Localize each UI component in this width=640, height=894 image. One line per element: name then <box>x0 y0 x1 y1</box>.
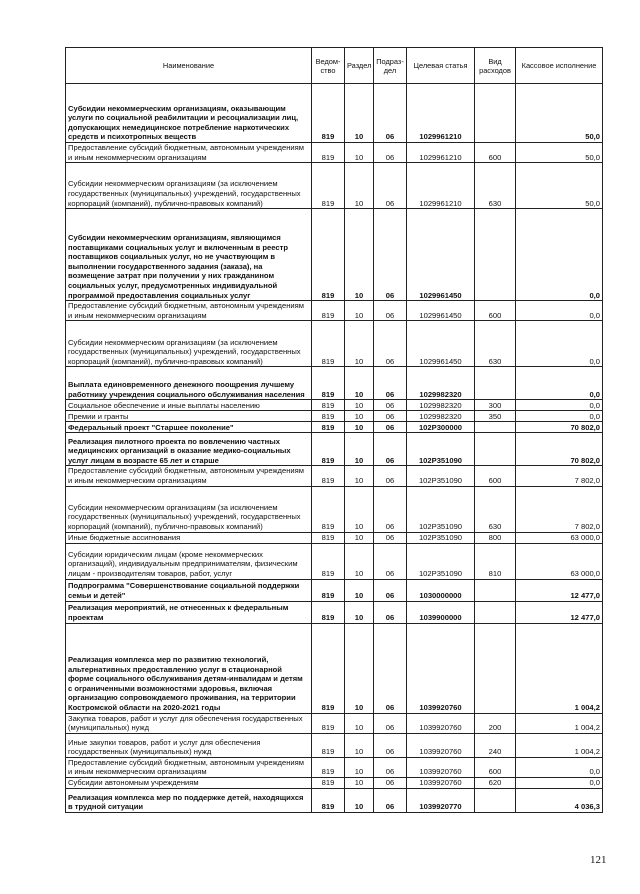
row-dept: 819 <box>312 601 345 623</box>
row-section: 10 <box>345 579 374 601</box>
row-target: 1029961450 <box>407 301 475 321</box>
row-type <box>475 601 516 623</box>
row-section: 10 <box>345 788 374 812</box>
row-target: 1029961210 <box>407 84 475 143</box>
row-dept: 819 <box>312 543 345 579</box>
row-dept: 819 <box>312 733 345 757</box>
header-amount: Кассовое исполнение <box>516 48 603 84</box>
table-row <box>66 777 603 788</box>
table-row <box>66 486 603 532</box>
row-section: 10 <box>345 143 374 163</box>
row-dept: 819 <box>312 486 345 532</box>
row-subsection: 06 <box>374 84 407 143</box>
row-target: 1039900000 <box>407 601 475 623</box>
row-target: 1039920760 <box>407 623 475 713</box>
table-row <box>66 163 603 209</box>
row-dept: 819 <box>312 321 345 367</box>
row-subsection: 06 <box>374 788 407 812</box>
row-dept: 819 <box>312 209 345 301</box>
row-section: 10 <box>345 163 374 209</box>
row-section: 10 <box>345 367 374 400</box>
row-type: 600 <box>475 143 516 163</box>
row-section: 10 <box>345 623 374 713</box>
row-target: 1029961210 <box>407 163 475 209</box>
row-section: 10 <box>345 400 374 411</box>
row-name: Социальное обеспечение и иные выплаты населению <box>66 400 312 411</box>
row-section: 10 <box>345 209 374 301</box>
table-row <box>66 733 603 757</box>
row-type: 240 <box>475 733 516 757</box>
row-type: 600 <box>475 466 516 486</box>
row-amount: 0,0 <box>516 321 603 367</box>
row-section: 10 <box>345 601 374 623</box>
row-type: 600 <box>475 301 516 321</box>
row-section: 10 <box>345 486 374 532</box>
row-type <box>475 433 516 466</box>
header-dept: Ведом-ство <box>312 48 345 84</box>
row-target: 1029961450 <box>407 209 475 301</box>
row-amount: 63 000,0 <box>516 532 603 543</box>
row-target: 1039920760 <box>407 777 475 788</box>
row-section: 10 <box>345 422 374 433</box>
row-section: 10 <box>345 543 374 579</box>
table-header-row <box>66 48 603 84</box>
table-row <box>66 466 603 486</box>
row-subsection: 06 <box>374 163 407 209</box>
table-row <box>66 757 603 777</box>
row-section: 10 <box>345 713 374 733</box>
row-amount: 70 802,0 <box>516 422 603 433</box>
row-name: Иные закупки товаров, работ и услуг для обеспечения государственных (муниципальных) нужд <box>66 733 312 757</box>
row-name: Субсидии некоммерческим организациям, являющимся поставщиками социальных услуг и включенным в реестр поставщиков социальных услуг, но не участвующим в выполнении государственного задания (заказа), на возмещение затрат при получении у них гражданином социальных услуг, предусмотренных индивидуальной программой предоставления социальных услуг <box>66 209 312 301</box>
row-type <box>475 367 516 400</box>
row-subsection: 06 <box>374 543 407 579</box>
row-type: 800 <box>475 532 516 543</box>
row-section: 10 <box>345 466 374 486</box>
row-type: 630 <box>475 163 516 209</box>
row-amount: 0,0 <box>516 400 603 411</box>
table-row <box>66 713 603 733</box>
table-row <box>66 788 603 812</box>
row-amount: 1 004,2 <box>516 733 603 757</box>
row-section: 10 <box>345 757 374 777</box>
row-amount: 0,0 <box>516 301 603 321</box>
table-row <box>66 321 603 367</box>
row-target: 102P351090 <box>407 532 475 543</box>
row-type: 350 <box>475 411 516 422</box>
row-target: 102P351090 <box>407 433 475 466</box>
row-amount: 1 004,2 <box>516 713 603 733</box>
row-target: 1029961450 <box>407 321 475 367</box>
row-amount: 50,0 <box>516 143 603 163</box>
row-target: 102P351090 <box>407 466 475 486</box>
row-dept: 819 <box>312 143 345 163</box>
row-dept: 819 <box>312 84 345 143</box>
row-section: 10 <box>345 433 374 466</box>
row-type <box>475 422 516 433</box>
row-subsection: 06 <box>374 209 407 301</box>
row-target: 1039920760 <box>407 733 475 757</box>
row-subsection: 06 <box>374 623 407 713</box>
table-row <box>66 84 603 143</box>
row-type: 810 <box>475 543 516 579</box>
table-row <box>66 400 603 411</box>
row-name: Иные бюджетные ассигнования <box>66 532 312 543</box>
row-subsection: 06 <box>374 777 407 788</box>
header-name: Наименование <box>66 48 312 84</box>
page-number: 121 <box>590 854 607 866</box>
row-name: Закупка товаров, работ и услуг для обеспечения государственных (муниципальных) нужд <box>66 713 312 733</box>
row-section: 10 <box>345 777 374 788</box>
row-amount: 0,0 <box>516 757 603 777</box>
row-subsection: 06 <box>374 367 407 400</box>
row-type: 630 <box>475 321 516 367</box>
row-name: Субсидии юридическим лицам (кроме некоммерческих организаций), индивидуальным предпринимателям, физическим лицам - производителям товаров, работ, услуг <box>66 543 312 579</box>
row-subsection: 06 <box>374 713 407 733</box>
row-type: 630 <box>475 486 516 532</box>
row-name: Реализация мероприятий, не отнесенных к федеральным проектам <box>66 601 312 623</box>
table-row <box>66 301 603 321</box>
row-amount: 4 036,3 <box>516 788 603 812</box>
row-target: 1029982320 <box>407 411 475 422</box>
table-row <box>66 143 603 163</box>
row-name: Выплата единовременного денежного поощрения лучшему работнику учреждения социального обслуживания населения <box>66 367 312 400</box>
row-dept: 819 <box>312 579 345 601</box>
row-target: 1029982320 <box>407 400 475 411</box>
row-dept: 819 <box>312 757 345 777</box>
row-amount: 70 802,0 <box>516 433 603 466</box>
row-amount: 0,0 <box>516 209 603 301</box>
row-subsection: 06 <box>374 579 407 601</box>
row-amount: 50,0 <box>516 163 603 209</box>
row-type <box>475 623 516 713</box>
row-name: Субсидии автономным учреждениям <box>66 777 312 788</box>
row-name: Реализация комплекса мер по развитию технологий, альтернативных предоставлению услуг в стационарной форме социального обслуживания детям-инвалидам и детям с ограниченными возможностями здоровья, включая организацию сопровождаемого проживания, на территории Костромской области на 2020-2021 годы <box>66 623 312 713</box>
table-row <box>66 579 603 601</box>
row-dept: 819 <box>312 411 345 422</box>
header-target: Целевая статья <box>407 48 475 84</box>
row-subsection: 06 <box>374 433 407 466</box>
row-name: Реализация пилотного проекта по вовлечению частных медицинских организаций в оказание медико-социальных услуг лицам в возрасте 65 лет и старше <box>66 433 312 466</box>
row-section: 10 <box>345 84 374 143</box>
row-name: Федеральный проект "Старшее поколение" <box>66 422 312 433</box>
header-section: Раздел <box>345 48 374 84</box>
row-dept: 819 <box>312 777 345 788</box>
row-section: 10 <box>345 411 374 422</box>
row-subsection: 06 <box>374 143 407 163</box>
row-amount: 0,0 <box>516 367 603 400</box>
row-amount: 7 802,0 <box>516 486 603 532</box>
row-section: 10 <box>345 301 374 321</box>
row-subsection: 06 <box>374 422 407 433</box>
row-target: 1039920760 <box>407 757 475 777</box>
row-target: 1030000000 <box>407 579 475 601</box>
budget-table <box>65 47 603 813</box>
row-type: 200 <box>475 713 516 733</box>
row-subsection: 06 <box>374 321 407 367</box>
row-subsection: 06 <box>374 400 407 411</box>
row-name: Предоставление субсидий бюджетным, автономным учреждениям и иным некоммерческим организациям <box>66 143 312 163</box>
table-row <box>66 411 603 422</box>
row-target: 102P351090 <box>407 486 475 532</box>
row-amount: 0,0 <box>516 777 603 788</box>
row-type: 300 <box>475 400 516 411</box>
row-target: 1039920760 <box>407 713 475 733</box>
row-type <box>475 579 516 601</box>
row-subsection: 06 <box>374 757 407 777</box>
row-name: Подпрограмма "Совершенствование социальной поддержки семьи и детей" <box>66 579 312 601</box>
table-row <box>66 433 603 466</box>
header-subsection: Подраз-дел <box>374 48 407 84</box>
row-name: Субсидии некоммерческим организациям (за исключением государственных (муниципальных) учреждений, государственных корпораций (компаний), публично-правовых компаний) <box>66 321 312 367</box>
row-name: Субсидии некоммерческим организациям (за исключением государственных (муниципальных) учреждений, государственных корпораций (компаний), публично-правовых компаний) <box>66 163 312 209</box>
row-name: Субсидии некоммерческим организациям, оказывающим услуги по социальной реабилитации и ресоциализации лиц, допускающих немедицинское потребление наркотических средств и психотропных веществ <box>66 84 312 143</box>
row-type <box>475 788 516 812</box>
row-section: 10 <box>345 733 374 757</box>
row-section: 10 <box>345 321 374 367</box>
row-amount: 12 477,0 <box>516 601 603 623</box>
table-row <box>66 601 603 623</box>
row-amount: 7 802,0 <box>516 466 603 486</box>
row-type: 600 <box>475 757 516 777</box>
row-amount: 12 477,0 <box>516 579 603 601</box>
row-dept: 819 <box>312 301 345 321</box>
row-amount: 1 004,2 <box>516 623 603 713</box>
row-amount: 63 000,0 <box>516 543 603 579</box>
row-name: Предоставление субсидий бюджетным, автономным учреждениям и иным некоммерческим организациям <box>66 757 312 777</box>
row-target: 1029982320 <box>407 367 475 400</box>
row-name: Субсидии некоммерческим организациям (за исключением государственных (муниципальных) учреждений, государственных корпораций (компаний), публично-правовых компаний) <box>66 486 312 532</box>
row-name: Предоставление субсидий бюджетным, автономным учреждениям и иным некоммерческим организациям <box>66 466 312 486</box>
row-subsection: 06 <box>374 532 407 543</box>
table-row <box>66 532 603 543</box>
row-target: 102P351090 <box>407 543 475 579</box>
row-amount: 0,0 <box>516 411 603 422</box>
row-subsection: 06 <box>374 301 407 321</box>
table-body <box>66 84 603 813</box>
row-target: 1039920770 <box>407 788 475 812</box>
table-row <box>66 543 603 579</box>
row-name: Премии и гранты <box>66 411 312 422</box>
row-subsection: 06 <box>374 601 407 623</box>
row-dept: 819 <box>312 400 345 411</box>
row-dept: 819 <box>312 532 345 543</box>
row-dept: 819 <box>312 466 345 486</box>
row-type <box>475 84 516 143</box>
table-row <box>66 623 603 713</box>
row-dept: 819 <box>312 788 345 812</box>
row-type: 620 <box>475 777 516 788</box>
table-row <box>66 367 603 400</box>
table-row <box>66 422 603 433</box>
row-name: Предоставление субсидий бюджетным, автономным учреждениям и иным некоммерческим организациям <box>66 301 312 321</box>
row-dept: 819 <box>312 367 345 400</box>
row-name: Реализация комплекса мер по поддержке детей, находящихся в трудной ситуации <box>66 788 312 812</box>
header-type: Вид расходов <box>475 48 516 84</box>
row-dept: 819 <box>312 422 345 433</box>
row-target: 1029961210 <box>407 143 475 163</box>
row-subsection: 06 <box>374 733 407 757</box>
row-type <box>475 209 516 301</box>
row-dept: 819 <box>312 623 345 713</box>
table-row <box>66 209 603 301</box>
row-target: 102P300000 <box>407 422 475 433</box>
row-amount: 50,0 <box>516 84 603 143</box>
row-subsection: 06 <box>374 486 407 532</box>
row-subsection: 06 <box>374 466 407 486</box>
row-dept: 819 <box>312 163 345 209</box>
row-subsection: 06 <box>374 411 407 422</box>
row-section: 10 <box>345 532 374 543</box>
row-dept: 819 <box>312 713 345 733</box>
row-dept: 819 <box>312 433 345 466</box>
